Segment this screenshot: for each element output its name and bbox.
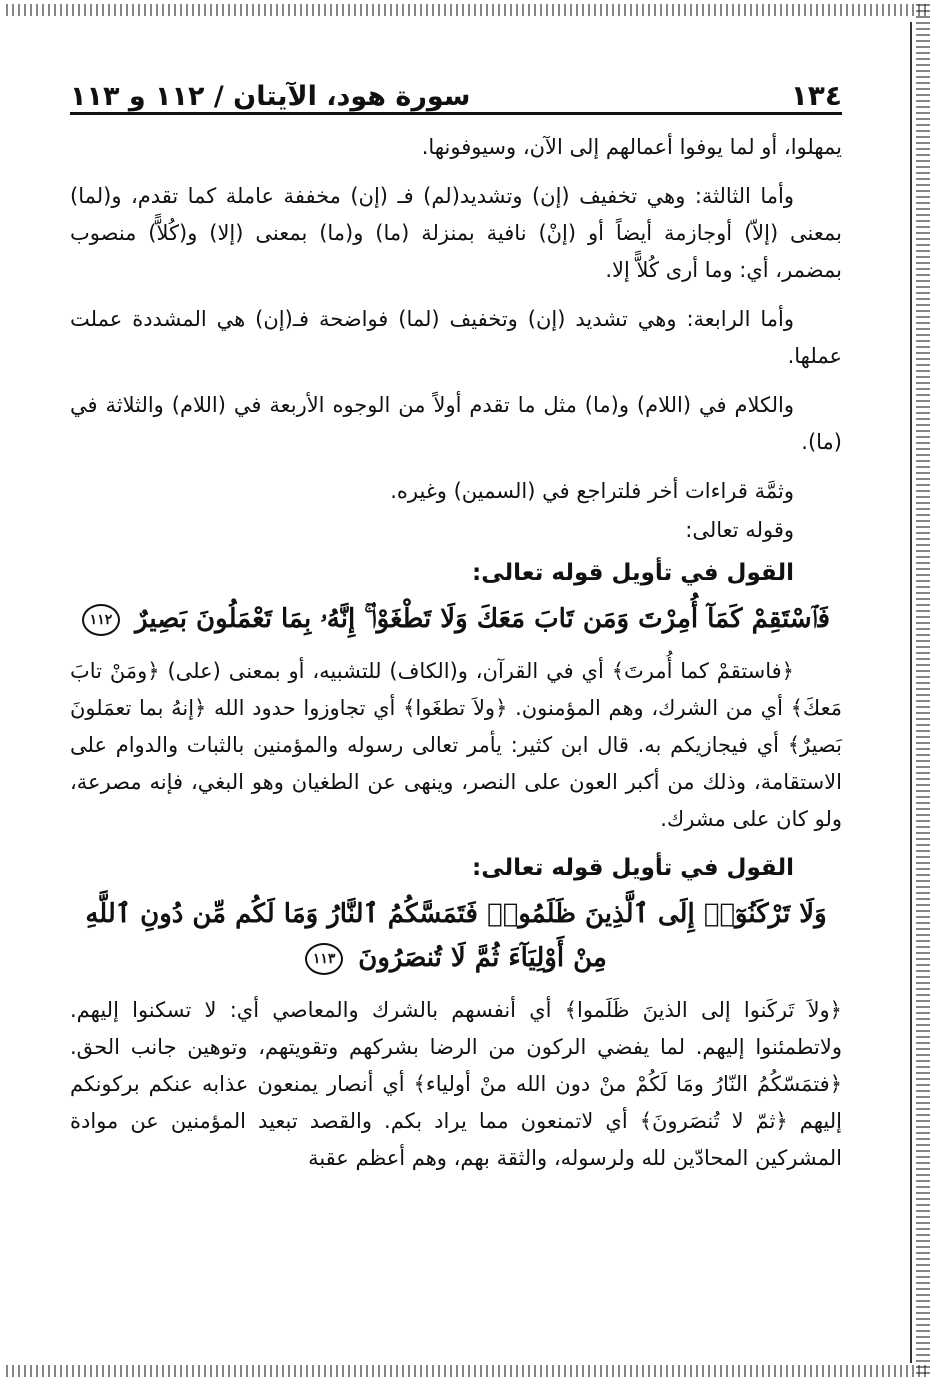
- decorative-border-line: [910, 22, 912, 1363]
- paragraph: وثمَّة قراءات أخر فلتراجع في (السمين) وغيره.: [390, 479, 794, 503]
- verse-text: فَٱسْتَقِمْ كَمَآ أُمِرْتَ وَمَن تَابَ مَعَكَ وَلَا تَطْغَوْا۟ ۚ إِنَّهُۥ بِمَا تَعْمَلُونَ بَصِيرٌ: [135, 604, 831, 634]
- paragraph: يمهلوا، أو لما يوفوا أعمالهم إلى الآن، وسيوفونها.: [421, 135, 842, 159]
- page-header: [70, 60, 842, 115]
- paragraph: وأما الثالثة: وهي تخفيف (إن) وتشديد(لم) فـ (إن) مخففة عاملة كما تقدم، و(لما) بمعنى (إلاّ) أوجازمة أيضاً أو (إنْ) نافية بمنزلة (ما) و(ما) بمعنى (إلا) و(كُلاًّ) منصوب بمضمر، أي: وما أرى كُلاًّ إلا.: [70, 184, 842, 282]
- quran-verse: [70, 892, 842, 980]
- paragraph: والكلام في (اللام) و(ما) مثل ما تقدم أولاً من الوجوه الأربعة في (اللام) والثلاثة في (ما).: [70, 393, 842, 454]
- paragraph: ﴿فاستقمْ كما أُمرتَ﴾ أي في القرآن، و(الكاف) للتشبيه، أو بمعنى (على) ﴿ومَنْ تابَ مَعكَ﴾ أي من الشرك، وهم المؤمنون. ﴿ولاَ تطغَوا﴾ أي تجاوزوا حدود الله ﴿إنهُ بما تعمَلونَ بَصيرٌ﴾ أي فيجازيكم به. قال ابن كثير: يأمر تعالى رسوله والمؤمنين بالثبات والدوام على الاستقامة، وذلك من أكبر العون على النصر، وينهى عن الطغيان وهو البغي، فإنه مصرعة، ولو كان على مشرك.: [70, 659, 842, 831]
- section-heading: القول في تأويل قوله تعالى:: [472, 560, 794, 586]
- page-number: ١٣٤: [790, 79, 842, 112]
- decorative-border-right: [916, 4, 930, 1377]
- quran-verse: [70, 597, 842, 641]
- section-heading: القول في تأويل قوله تعالى:: [472, 855, 794, 881]
- paragraph: ﴿ولاَ تَركَنوا إلى الذينَ ظَلَموا﴾ أي أنفسهم بالشرك والمعاصي أي: لا تسكنوا إليهم. ولاتطمئنوا إليهم. لما يفضي الركون من الرضا بشركهم وتقويتهم، وتوهين جانب الحق. ﴿فتمَسّكُمُ النّارُ ومَا لَكُمْ منْ دون الله منْ أولياء﴾ أي أنصار يمنعون عذابه عنكم بركونكم إليهم ﴿ثمّ لا تُنصَرونَ﴾ أي لاتمنعون مما يراد بكم. والقصد تبعيد المؤمنين عن موادة المشركين المحادّين لله ولرسوله، والثقة بهم، وهم أعظم عقبة: [70, 998, 842, 1170]
- verse-number-mark: ١١٢: [82, 604, 120, 636]
- running-title: سورة هود، الآيتان / ١١٢ و ١١٣: [70, 81, 471, 112]
- page-body: [70, 115, 842, 1177]
- paragraph: وقوله تعالى:: [685, 518, 794, 542]
- decorative-border-top: [6, 4, 928, 16]
- verse-text: وَلَا تَرْكَنُوٓا۟ إِلَى ٱلَّذِينَ ظَلَمُوا۟ فَتَمَسَّكُمُ ٱلنَّارُ وَمَا لَكُم مِّن دُونِ ٱللَّهِ مِنْ أَوْلِيَآءَ ثُمَّ لَا تُنصَرُونَ: [85, 899, 827, 973]
- book-page: [70, 60, 842, 1351]
- decorative-border-bottom: [6, 1365, 928, 1377]
- paragraph: وأما الرابعة: وهي تشديد (إن) وتخفيف (لما) فواضحة فـ(إن) هي المشددة عملت عملها.: [70, 307, 842, 368]
- verse-number-mark: ١١٣: [305, 943, 343, 975]
